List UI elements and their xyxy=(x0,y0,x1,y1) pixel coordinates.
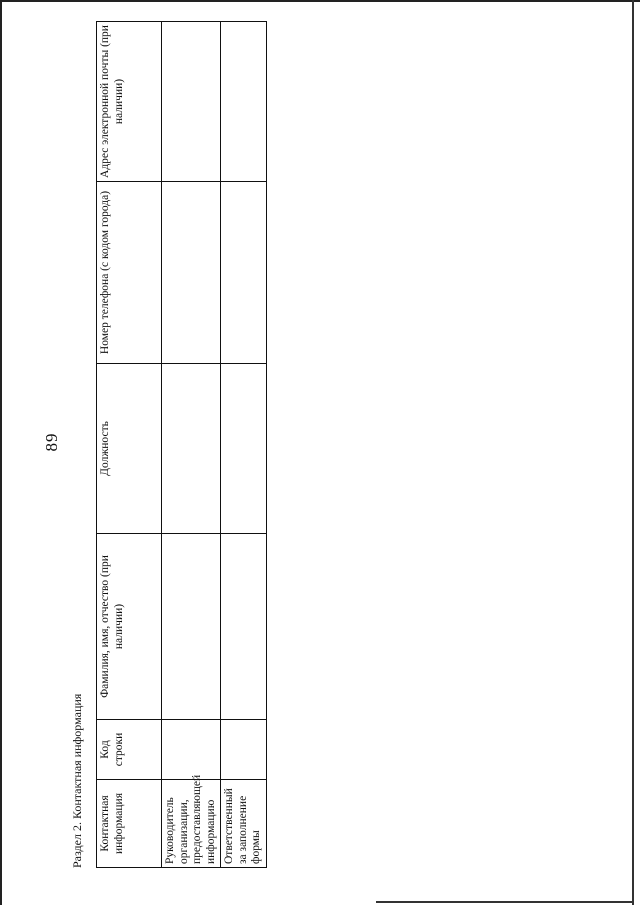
cell-position xyxy=(162,364,221,534)
cell-full-name xyxy=(162,534,221,720)
cell-full-name xyxy=(221,534,267,720)
table-header-row xyxy=(97,22,162,868)
row-label-responsible-person: Ответственный за заполнение формы xyxy=(221,780,267,868)
scan-border-top xyxy=(0,0,640,2)
table-row xyxy=(221,22,267,868)
cell-phone xyxy=(162,182,221,364)
table-row xyxy=(162,22,221,868)
header-row-code: Код строки xyxy=(97,720,162,780)
page-number: 89 xyxy=(42,432,61,452)
cell-position xyxy=(221,364,267,534)
header-position: Должность xyxy=(97,364,162,534)
contact-info-table xyxy=(96,21,267,868)
header-phone: Номер телефона (с кодом города) xyxy=(97,182,162,364)
rotated-page xyxy=(40,12,263,872)
scan-border-right xyxy=(632,0,634,905)
cell-phone xyxy=(221,182,267,364)
row-label-head-of-organization: Руководитель организации, предоставляющей информацию xyxy=(162,780,221,868)
header-email: Адрес электронной почты (при наличии) xyxy=(97,22,162,182)
cell-row-code xyxy=(162,720,221,780)
header-full-name: Фамилия, имя, отчество (при наличии) xyxy=(97,534,162,720)
cell-row-code xyxy=(221,720,267,780)
cell-email xyxy=(162,22,221,182)
scan-border-left xyxy=(0,0,2,905)
header-contact-info: Контактная информация xyxy=(97,780,162,868)
scan-border-bottom xyxy=(376,901,632,903)
section-title: Раздел 2. Контактная информация xyxy=(70,693,84,868)
cell-email xyxy=(221,22,267,182)
